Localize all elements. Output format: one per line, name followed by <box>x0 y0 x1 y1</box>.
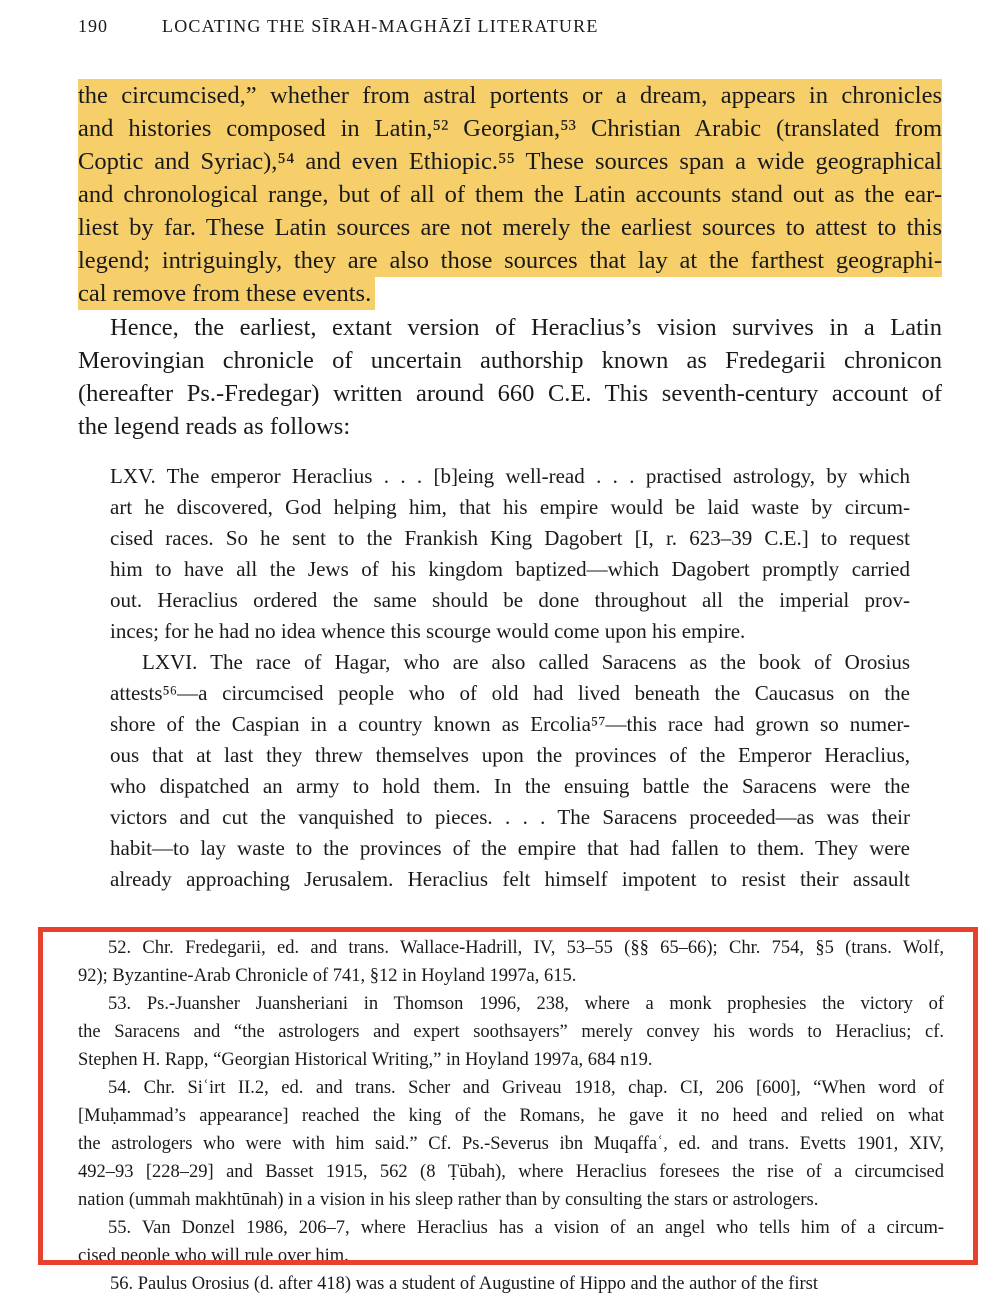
text-line: (hereafter Ps.-Fredegar) written around 660 C.E. This seventh-century account of <box>78 380 942 407</box>
text-line: the legend reads as follows: <box>78 413 351 440</box>
quote-line: LXVI. The race of Hagar, who are also called Saracens as the book of Orosius <box>142 650 910 674</box>
footnote-line: nation (ummah makhtūnah) in a vision in his sleep rather than by consulting the stars or astrologers. <box>78 1190 819 1210</box>
footnote-line: [Muḥammad’s appearance] reached the king of the Romans, he gave it no heed and relied on what <box>78 1106 944 1126</box>
running-header <box>78 16 938 42</box>
quote-line: inces; for he had no idea whence this scourge would come upon his empire. <box>110 619 746 643</box>
text-line: and chronological range, but of all of them the Latin accounts stand out as the ear- <box>78 178 942 211</box>
text-line: cal remove from these events. <box>78 277 375 310</box>
quote-line: cised races. So he sent to the Frankish King Dagobert [I, r. 623–39 C.E.] to request <box>110 526 910 550</box>
quote-line: out. Heraclius ordered the same should be done throughout all the imperial prov- <box>110 588 910 612</box>
text-line: Coptic and Syriac),⁵⁴ and even Ethiopic.⁵⁵ These sources span a wide geographical <box>78 145 942 178</box>
block-quote <box>110 461 910 895</box>
footnote-line: 55. Van Donzel 1986, 206–7, where Heraclius has a vision of an angel who tells him of a circum- <box>108 1218 944 1238</box>
quote-line: him to have all the Jews of his kingdom baptized—which Dagobert promptly carried <box>110 557 910 581</box>
text-line: Merovingian chronicle of uncertain authorship known as Fredegarii chronicon <box>78 347 942 374</box>
quote-line: already approaching Jerusalem. Heraclius felt himself impotent to resist their assault <box>110 867 910 891</box>
footnote-line: 53. Ps.-Juansher Juansheriani in Thomson 1996, 238, where a monk prophesies the victory of <box>108 994 944 1014</box>
quote-line: shore of the Caspian in a country known as Ercolia⁵⁷—this race had grown so numer- <box>110 712 910 736</box>
text-line: legend; intriguingly, they are also those sources that lay at the farthest geographi- <box>78 244 942 277</box>
footnote-line: 492–93 [228–29] and Basset 1915, 562 (8 Ṭūbah), where Heraclius foresees the rise of a circumcised <box>78 1162 944 1182</box>
quote-line: LXV. The emperor Heraclius . . . [b]eing well-read . . . practised astrology, by which <box>110 464 910 488</box>
quote-line: who dispatched an army to hold them. In the ensuing battle the Saracens were the <box>110 774 910 798</box>
quote-line: victors and cut the vanquished to pieces. . . . The Saracens proceeded—as was their <box>110 805 910 829</box>
quote-line: art he discovered, God helping him, that his empire would be laid waste by circum- <box>110 495 910 519</box>
annotation-box <box>38 927 978 1265</box>
quote-line: habit—to lay waste to the provinces of the empire that had fallen to them. They were <box>110 836 910 860</box>
footnote-line: the astrologers who were with him said.” Cf. Ps.-Severus ibn Muqaffaʿ, ed. and trans. Evetts 1901, XIV, <box>78 1134 944 1154</box>
body-paragraph <box>78 311 942 443</box>
footnote-line: 92); Byzantine-Arab Chronicle of 741, §12 in Hoyland 1997a, 615. <box>78 966 577 986</box>
highlighted-paragraph <box>78 79 942 310</box>
footnote-line: cised people who will rule over him. <box>78 1246 349 1266</box>
cut-off-footnote-line: 56. Paulus Orosius (d. after 418) was a student of Augustine of Hippo and the author of the first <box>110 1274 819 1294</box>
footnote-line: 54. Chr. Siʿirt II.2, ed. and trans. Scher and Griveau 1918, chap. CI, 206 [600], “When word of <box>108 1078 944 1098</box>
page-number: 190 <box>78 16 108 36</box>
footnote-line: the Saracens and “the astrologers and expert soothsayers” merely convey his words to Heraclius; cf. <box>78 1022 944 1042</box>
quote-line: attests⁵⁶—a circumcised people who of old had lived beneath the Caucasus on the <box>110 681 910 705</box>
text-line: liest by far. These Latin sources are not merely the earliest sources to attest to this <box>78 211 942 244</box>
text-line: and histories composed in Latin,⁵² Georgian,⁵³ Christian Arabic (translated from <box>78 112 942 145</box>
running-title: LOCATING THE SĪRAH-MAGHĀZĪ LITERATURE <box>162 16 599 36</box>
text-line: Hence, the earliest, extant version of Heraclius’s vision survives in a Latin <box>110 314 942 341</box>
footnote-line: 52. Chr. Fredegarii, ed. and trans. Wallace-Hadrill, IV, 53–55 (§§ 65–66); Chr. 754, §5 (trans. Wolf, <box>108 938 944 958</box>
text-line: the circumcised,” whether from astral portents or a dream, appears in chronicles <box>78 79 942 112</box>
quote-line: ous that at last they threw themselves upon the provinces of the Emperor Heraclius, <box>110 743 910 767</box>
footnote-line: Stephen H. Rapp, “Georgian Historical Writing,” in Hoyland 1997a, 684 n19. <box>78 1050 653 1070</box>
